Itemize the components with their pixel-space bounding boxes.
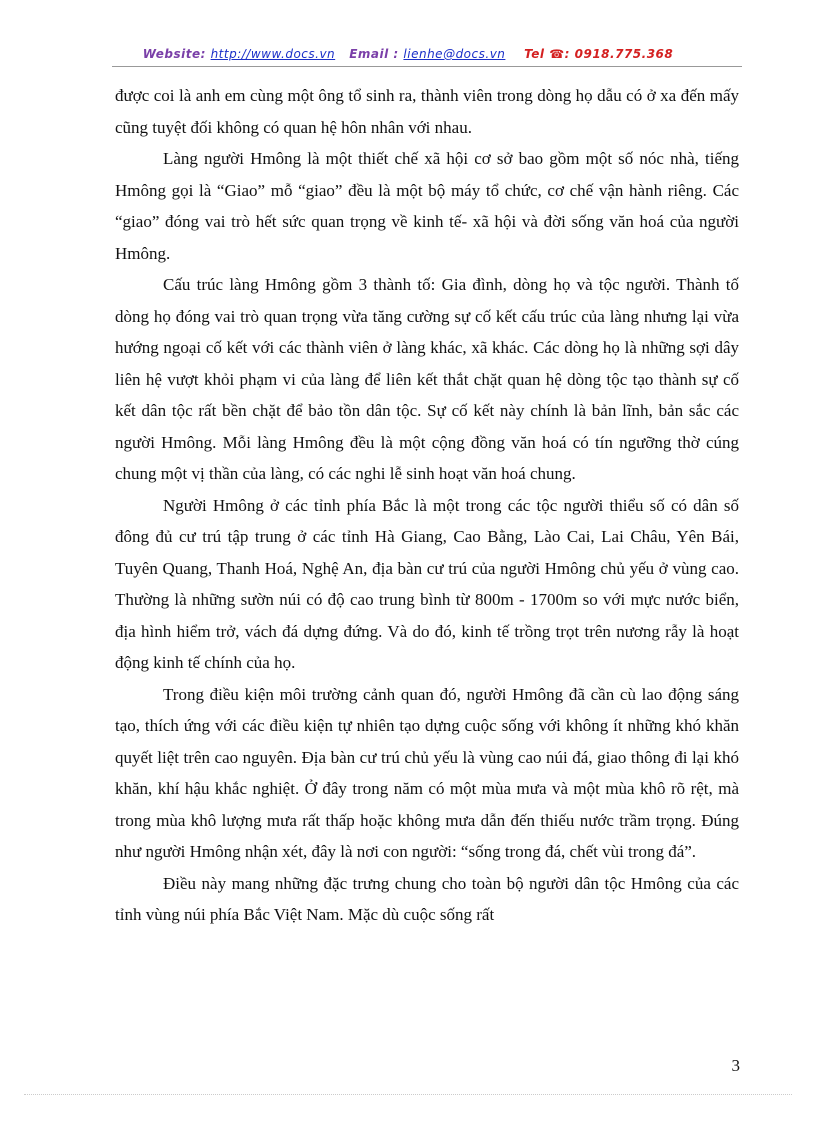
paragraph: Điều này mang những đặc trưng chung cho toàn bộ người dân tộc Hmông của các tỉnh vùng núi phía Bắc Việt Nam. Mặc dù cuộc sống rất	[115, 873, 739, 924]
phone-icon: ☎	[549, 47, 565, 61]
tel-label: Tel	[524, 47, 545, 61]
paragraph: Người Hmông ở các tỉnh phía Bắc là một trong các tộc người thiểu số có dân số đông đủ cư trú tập trung ở các tỉnh Hà Giang, Cao Bằng, Lào Cai, Lai Châu, Yên Bái, Tuyên Quang, Thanh Hoá, Nghệ An, địa bàn cư trú của người Hmông chủ yếu ở vùng cao. Thường là những sườn núi có độ cao trung bình từ 800m - 1700m so với mực nước biển, địa hình hiểm trở, vách đá dựng đứng. Và do đó, kinh tế trồng trọt trên nương rẫy là hoạt động kinh tế chính của họ.	[115, 495, 739, 672]
page-header	[0, 47, 816, 61]
paragraph: Cấu trúc làng Hmông gồm 3 thành tố: Gia đình, dòng họ và tộc người. Thành tố dòng họ đóng vai trò quan trọng vừa tăng cường sự cố kết cấu trúc của làng nhưng lại vừa hướng ngoại cố kết với các thành viên ở làng khác, xã khác. Các dòng họ là những sợi dây liên hệ vượt khỏi phạm vi của làng để liên kết thắt chặt quan hệ dòng tộc tạo thành sự cố kết dân tộc rất bền chặt để bảo tồn dân tộc. Sự cố kết này chính là bản lĩnh, bản sắc các người Hmông. Mỗi làng Hmông đều là một cộng đồng văn hoá có tín ngưỡng thờ cúng chung một vị thần của làng, có các nghi lễ sinh hoạt văn hoá chung.	[115, 275, 739, 483]
email-label: Email :	[349, 47, 399, 61]
footer-divider	[24, 1094, 792, 1095]
paragraph: Làng người Hmông là một thiết chế xã hội cơ sở bao gồm một số nóc nhà, tiếng Hmông gọi là “Giao” mỗ “giao” đều là một bộ máy tổ chức, cơ chế vận hành riêng. Các “giao” đóng vai trò hết sức quan trọng về kinh tế- xã hội và đời sống văn hoá của người Hmông.	[115, 149, 739, 263]
header-divider	[112, 66, 742, 67]
website-label: Website:	[142, 47, 206, 61]
page-number: 3	[731, 1056, 740, 1075]
paragraph: Trong điều kiện môi trường cảnh quan đó, người Hmông đã cần cù lao động sáng tạo, thích ứng với các điều kiện tự nhiên tạo dựng cuộc sống với không ít những khó khăn quyết liệt trên cao nguyên. Địa bàn cư trú chủ yếu là vùng cao núi đá, giao thông đi lại khó khăn, khí hậu khắc nghiệt. Ở đây trong năm có một mùa mưa và một mùa khô rõ rệt, mà trong mùa khô lượng mưa rất thấp hoặc không mưa dẫn đến thiếu nước trầm trọng. Đúng như người Hmông nhận xét, đây là nơi con người: “sống trong đá, chết vùi trong đá”.	[115, 684, 739, 861]
website-link[interactable]: http://www.docs.vn	[210, 47, 336, 61]
document-body	[115, 80, 739, 931]
email-link[interactable]: lienhe@docs.vn	[403, 47, 506, 61]
paragraph-continuation: được coi là anh em cùng một ông tổ sinh ra, thành viên trong dòng họ dẫu có ở xa đến mấy cũng tuyệt đối không có quan hệ hôn nhân với nhau.	[115, 86, 739, 137]
tel-number: : 0918.775.368	[564, 47, 674, 61]
